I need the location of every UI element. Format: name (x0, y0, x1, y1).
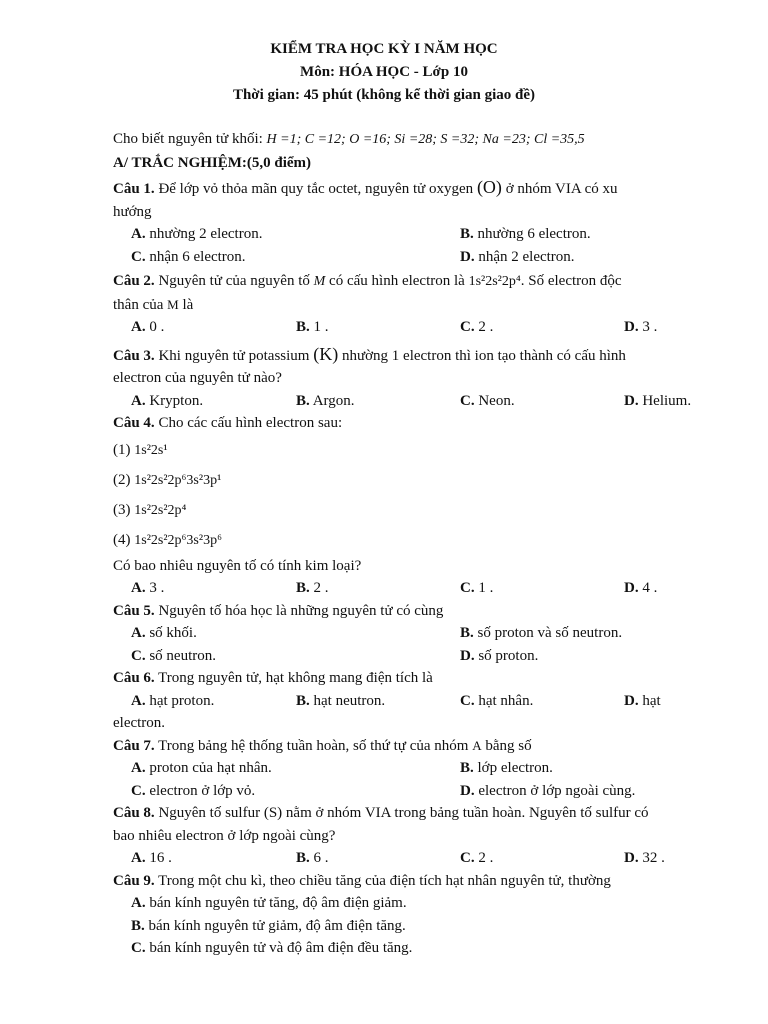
question-text: Trong một chu kì, theo chiều tăng của điện tích hạt nhân nguyên tử, thường (158, 872, 611, 889)
option-d[interactable]: D. hạt (624, 692, 661, 709)
question-7 (113, 735, 713, 758)
atomic-mass-prefix: Cho biết nguyên tử khối: (113, 131, 263, 147)
electron-config: 1s²2s¹ (134, 442, 168, 458)
option-d-wrap: electron. (113, 715, 166, 731)
config-item: (2) 1s²2s²2p⁶3s²3p¹ (113, 471, 222, 488)
question-3 (113, 343, 713, 368)
option-d[interactable]: D. số proton. (460, 647, 539, 664)
question-2 (113, 270, 713, 294)
option-a[interactable]: A. hạt proton. (131, 692, 215, 709)
option-d[interactable]: D. 3 . (624, 319, 658, 335)
element-symbol: M (313, 274, 326, 289)
question-4 (113, 412, 713, 435)
config-item: (4) 1s²2s²2p⁶3s²3p⁶ (113, 531, 222, 548)
option-a[interactable]: A. bán kính nguyên tử tăng, độ âm điện giảm. (131, 895, 407, 911)
option-d[interactable]: D. Helium. (624, 392, 692, 409)
question-label: Câu 5. (113, 602, 155, 619)
electron-config: 1s²2s²2p⁴ (468, 274, 521, 289)
question-label: Câu 9. (113, 872, 155, 889)
question-text-cont: . Số electron độc (520, 273, 622, 289)
question-text-cont: ở nhóm VIA có xu (505, 181, 618, 197)
question-text: Để lớp vỏ thỏa mãn quy tắc octet, nguyên tử oxygen (158, 181, 474, 197)
options-row (113, 780, 713, 803)
option-d[interactable]: D. 4 . (624, 580, 658, 596)
question-label: Câu 4. (113, 415, 155, 431)
question-5 (113, 600, 713, 623)
electron-config: 1s²2s²2p⁶3s²3p⁶ (134, 532, 222, 548)
options-row (113, 390, 713, 413)
electron-config: 1s²2s²2p⁶3s²3p¹ (134, 472, 222, 488)
atomic-mass-line (113, 128, 713, 152)
option-d[interactable]: D. electron ở lớp ngoài cùng. (460, 782, 636, 799)
question-label: Câu 7. (113, 737, 155, 754)
option-a[interactable]: A. số khối. (131, 625, 197, 641)
exam-time: Thời gian: 45 phút (không kể thời gian giao đề) (232, 87, 536, 103)
option-c[interactable]: C. 2 . (460, 319, 494, 335)
question-8 (113, 802, 713, 825)
question-prompt: Có bao nhiêu nguyên tố có tính kim loại? (113, 557, 362, 574)
option-c[interactable]: C. electron ở lớp vỏ. (131, 782, 256, 799)
question-text-cont: bằng số (485, 737, 532, 754)
question-text: Cho các cấu hình electron sau: (158, 415, 343, 431)
question-label: Câu 2. (113, 273, 155, 289)
options-row (113, 246, 713, 269)
option-a[interactable]: A. 0 . (131, 319, 165, 335)
element-symbol: M (167, 296, 179, 312)
option-c[interactable]: C. 2 . (460, 850, 494, 866)
question-text: Nguyên tố sulfur (S) nằm ở nhóm VIA trong bảng tuần hoàn. Nguyên tố sulfur có (158, 805, 649, 821)
question-9 (113, 870, 713, 893)
option-b[interactable]: B. lớp electron. (460, 760, 553, 776)
question-label: Câu 8. (113, 805, 155, 821)
question-text: Trong bảng hệ thống tuần hoàn, số thứ tự của nhóm (158, 737, 469, 754)
question-text: Nguyên tử của nguyên tố (158, 273, 310, 289)
option-d[interactable]: D. 32 . (624, 850, 665, 866)
question-1 (113, 176, 713, 201)
question-text-wrap: hướng (113, 203, 152, 220)
option-c[interactable]: C. 1 . (460, 580, 494, 596)
atomic-mass-values: H =1; C =12; O =16; Si =28; S =32; Na =23; Cl =35,5 (266, 132, 585, 147)
option-a[interactable]: A. 16 . (131, 850, 172, 866)
question-text-wrap: thân của M là (113, 296, 194, 313)
exam-header (0, 38, 768, 107)
option-c[interactable]: C. số neutron. (131, 647, 217, 664)
question-6 (113, 667, 713, 690)
option-d[interactable]: D. nhận 2 electron. (460, 248, 575, 265)
exam-title: KIỂM TRA HỌC KỲ I NĂM HỌC (270, 41, 498, 57)
option-c[interactable]: C. nhận 6 electron. (131, 248, 246, 265)
option-c[interactable]: C. Neon. (460, 392, 515, 409)
electron-config: 1s²2s²2p⁴ (134, 502, 187, 518)
options-row (113, 757, 713, 780)
option-b[interactable]: B. nhường 6 electron. (460, 226, 591, 242)
option-b[interactable]: B. bán kính nguyên tử giảm, độ âm điện tăng. (131, 917, 406, 934)
question-text-wrap: bao nhiêu electron ở lớp ngoài cùng? (113, 827, 336, 844)
config-item: (1) 1s²2s¹ (113, 441, 168, 458)
question-text: Khi nguyên tử potassium (158, 347, 310, 364)
question-text: Nguyên tố hóa học là những nguyên tử có cùng (158, 602, 444, 619)
question-text-cont: có cấu hình electron là (329, 273, 465, 289)
option-a[interactable]: A. proton của hạt nhân. (131, 760, 272, 776)
question-label: Câu 3. (113, 347, 155, 364)
options-row (113, 577, 713, 600)
option-b[interactable]: B. Argon. (296, 392, 355, 409)
options-row (113, 316, 713, 339)
option-a[interactable]: A. Krypton. (131, 392, 204, 409)
options-row (113, 690, 713, 713)
option-a[interactable]: A. 3 . (131, 580, 165, 596)
option-a[interactable]: A. nhường 2 electron. (131, 226, 263, 242)
option-b[interactable]: B. 1 . (296, 319, 329, 335)
question-text: Trong nguyên tử, hạt không mang điện tích là (158, 670, 433, 686)
options-row (113, 223, 713, 246)
option-b[interactable]: B. số proton và số neutron. (460, 625, 623, 641)
oxygen-symbol: (O) (476, 177, 502, 197)
option-b[interactable]: B. 2 . (296, 580, 329, 596)
options-row (113, 847, 713, 870)
section-a-heading: A/ TRẮC NGHIỆM:(5,0 điểm) (113, 154, 312, 171)
question-text-wrap: electron của nguyên tử nào? (113, 370, 282, 386)
question-label: Câu 6. (113, 670, 155, 686)
option-b[interactable]: B. 6 . (296, 850, 329, 866)
exam-subject: Môn: HÓA HỌC - Lớp 10 (300, 64, 468, 80)
group-symbol: A (472, 737, 482, 753)
config-item: (3) 1s²2s²2p⁴ (113, 501, 187, 518)
question-label: Câu 1. (113, 181, 155, 197)
option-b[interactable]: B. hạt neutron. (296, 692, 386, 709)
potassium-symbol: (K) (313, 343, 339, 364)
question-text-cont: nhường 1 electron thì ion tạo thành có cấu hình (341, 347, 626, 364)
exam-content (113, 128, 713, 960)
option-c[interactable]: C. bán kính nguyên tử và độ âm điện đều tăng. (131, 940, 413, 956)
option-c[interactable]: C. hạt nhân. (460, 692, 534, 709)
options-row (113, 645, 713, 668)
options-row (113, 622, 713, 645)
